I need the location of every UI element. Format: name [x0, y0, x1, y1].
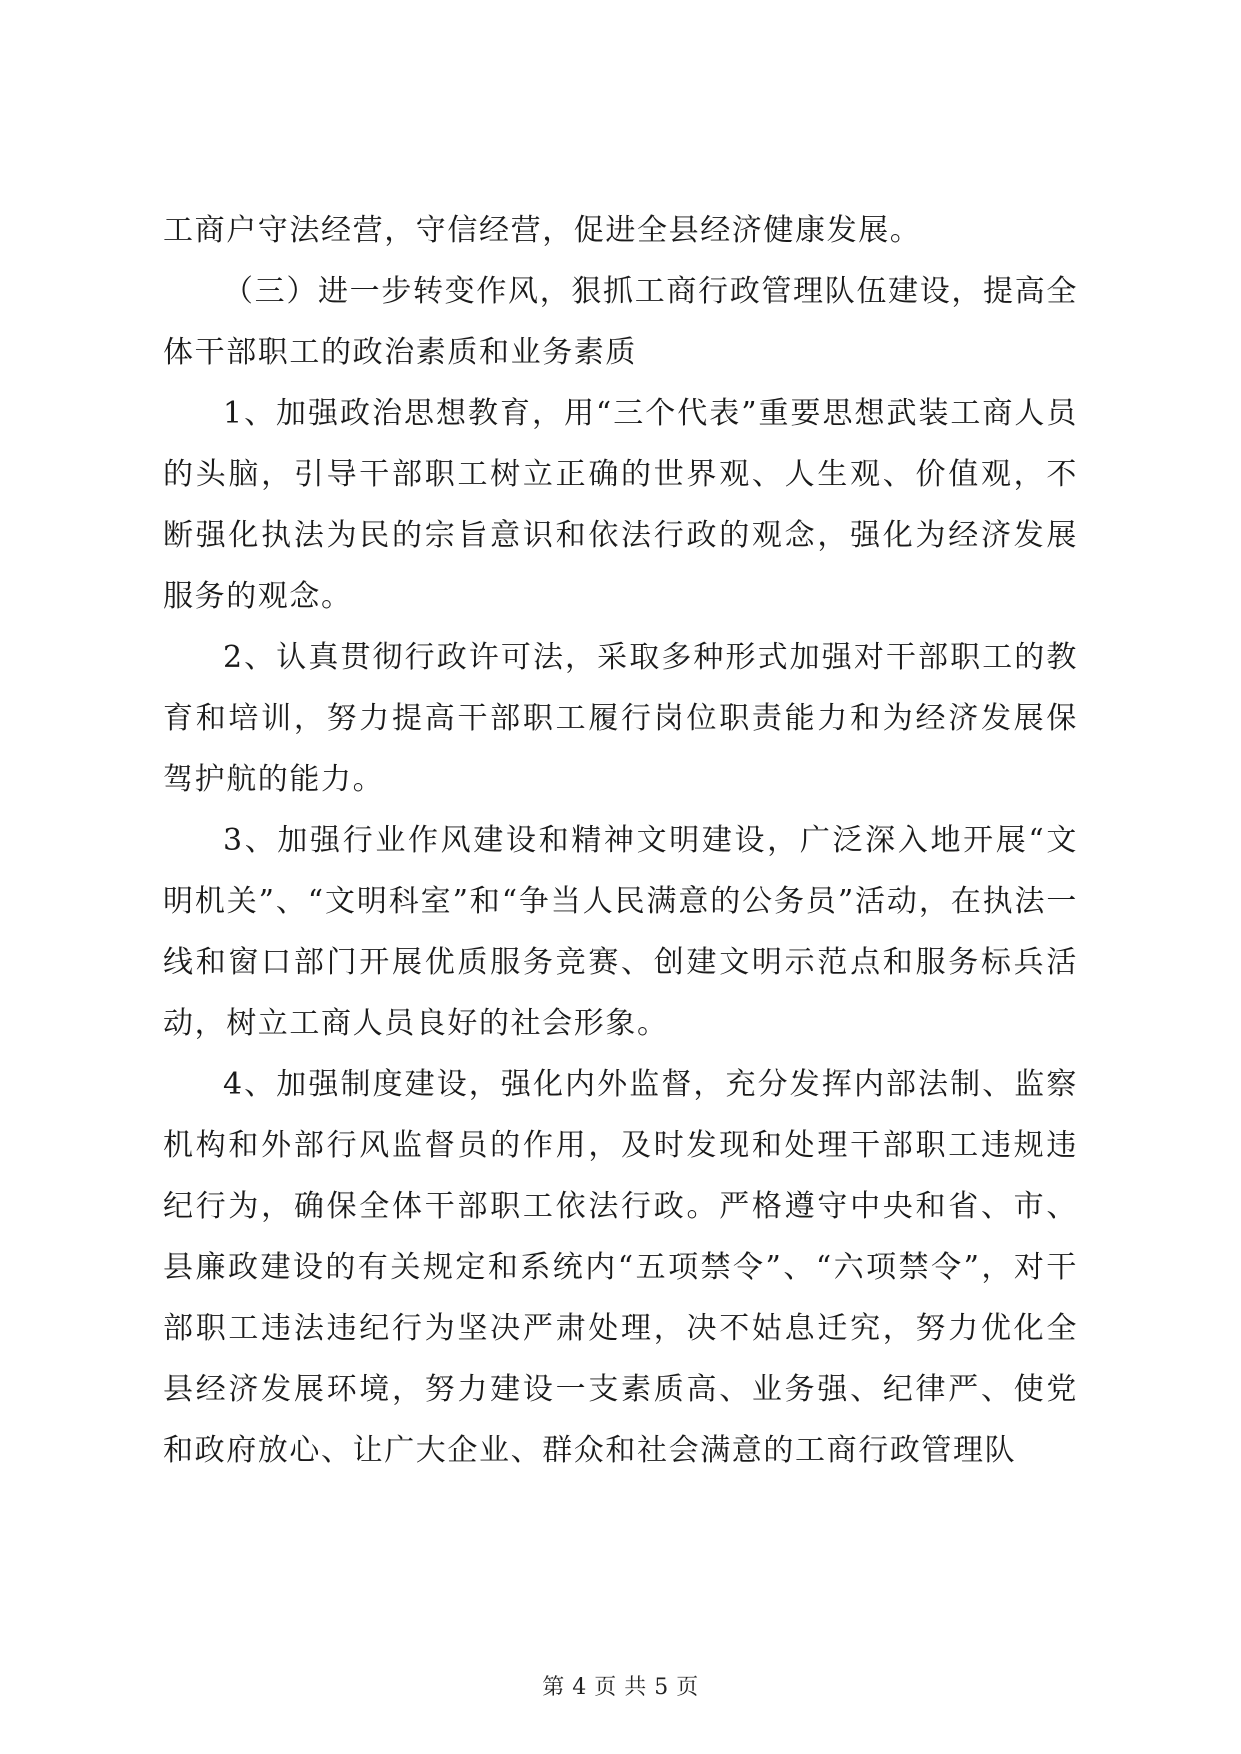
paragraph-item-2: 2、认真贯彻行政许可法，采取多种形式加强对干部职工的教育和培训，努力提高干部职工履行岗位职责能力和为经济发展保驾护航的能力。 — [163, 640, 1078, 797]
paragraph-item-4: 4、加强制度建设，强化内外监督，充分发挥内部法制、监察机构和外部行风监督员的作用，及时发现和处理干部职工违规违纪行为，确保全体干部职工依法行政。严格遵守中央和省、市、县廉政建设的有关规定和系统内“五项禁令”、“六项禁令”，对干部职工违法违纪行为坚决严肃处理，决不姑息迁究，努力优化全县经济发展环境，努力建设一支素质高、业务强、纪律严、使党和政府放心、让广大企业、群众和社会满意的工商行政管理队 — [163, 1067, 1078, 1468]
page-number: 第 4 页 共 5 页 — [542, 1675, 699, 1700]
paragraph-item-3: 3、加强行业作风建设和精神文明建设，广泛深入地开展“文明机关”、“文明科室”和“争当人民满意的公务员”活动，在执法一线和窗口部门开展优质服务竞赛、创建文明示范点和服务标兵活动，树立工商人员良好的社会形象。 — [163, 823, 1078, 1041]
section-heading: （三）进一步转变作风，狠抓工商行政管理队伍建设，提高全体干部职工的政治素质和业务素质 — [163, 274, 1078, 370]
document-body — [163, 200, 1078, 1481]
paragraph-item-1: 1、加强政治思想教育，用“三个代表”重要思想武装工商人员的头脑，引导干部职工树立正确的世界观、人生观、价值观，不断强化执法为民的宗旨意识和依法行政的观念，强化为经济发展服务的观念。 — [163, 396, 1078, 614]
page-footer — [0, 1670, 1241, 1701]
paragraph-continuation: 工商户守法经营，守信经营，促进全县经济健康发展。 — [163, 213, 922, 248]
